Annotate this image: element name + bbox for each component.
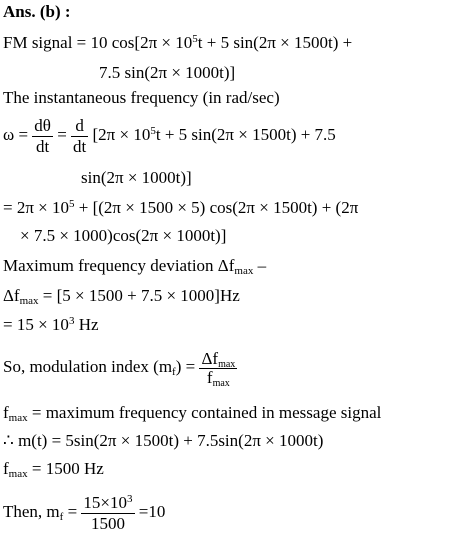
delta-f-max-equation: $\Delta f_{max} = [5 \times 1500 + 7.5 \times 1000]Hz$ [3, 286, 240, 307]
final-fraction: $\frac{15\times 10^3}{1500}$ [83, 492, 133, 533]
modulation-index-equation: So, modulation index $(m_f)$ = $\frac{\Delta f_{max}}{f_{max}}$ [3, 348, 236, 389]
derivative-line2: × 7.5 × 1000)cos(2π × 1000t)] [20, 226, 227, 245]
final-modulation-index: Then, $m_f$ = $\frac{15\times 10^3}{1500}$ =10 [3, 492, 166, 533]
modulation-index-fraction: $\frac{\Delta f_{max}}{f_{max}}$ [201, 348, 236, 389]
fm-signal-line2: 7.5 sin(2π × 1000t)] [99, 63, 236, 82]
fm-signal-line1: FM signal = 10 $\cos[2\pi \times 10^5t + 5$ sin(2π × 1500t) + [3, 33, 353, 52]
dtheta-dt-fraction: $\frac{d\theta}{dt}$ [34, 115, 51, 156]
instantaneous-frequency-label: The instantaneous frequency (in rad/sec) [3, 88, 280, 107]
fmax-value: $f_{max} = 1500$ Hz [3, 459, 104, 480]
d-dt-fraction: $\frac{d}{dt}$ [73, 115, 87, 156]
omega-equation: ω = $\frac{d\theta}{dt}$ = $\frac{d}{dt}$ [$2\pi \times 10^5t + 5$ sin(2π × 1500t) + 7.5 [3, 115, 336, 156]
delta-f-max-result: = $15 \times 10^3$ Hz [3, 315, 99, 334]
message-signal: ∴ m(t) = 5sin(2π × 1500t) + 7.5sin(2π × 1000t) [3, 431, 324, 450]
fmax-definition: $f_{max}$ = maximum frequency contained in message signal [3, 403, 382, 424]
derivative-line1: = $2\pi \times 10^5 + [(2\pi \times 1500 \times 5) \cos(2\pi \times 1500t) + (2\pi$ [3, 198, 359, 217]
answer-heading: Ans. (b) : [3, 2, 71, 21]
max-deviation-label: Maximum frequency deviation $\Delta f_{max}$ – [3, 256, 267, 277]
omega-equation-line2: sin(2π × 1000t)] [81, 168, 192, 187]
